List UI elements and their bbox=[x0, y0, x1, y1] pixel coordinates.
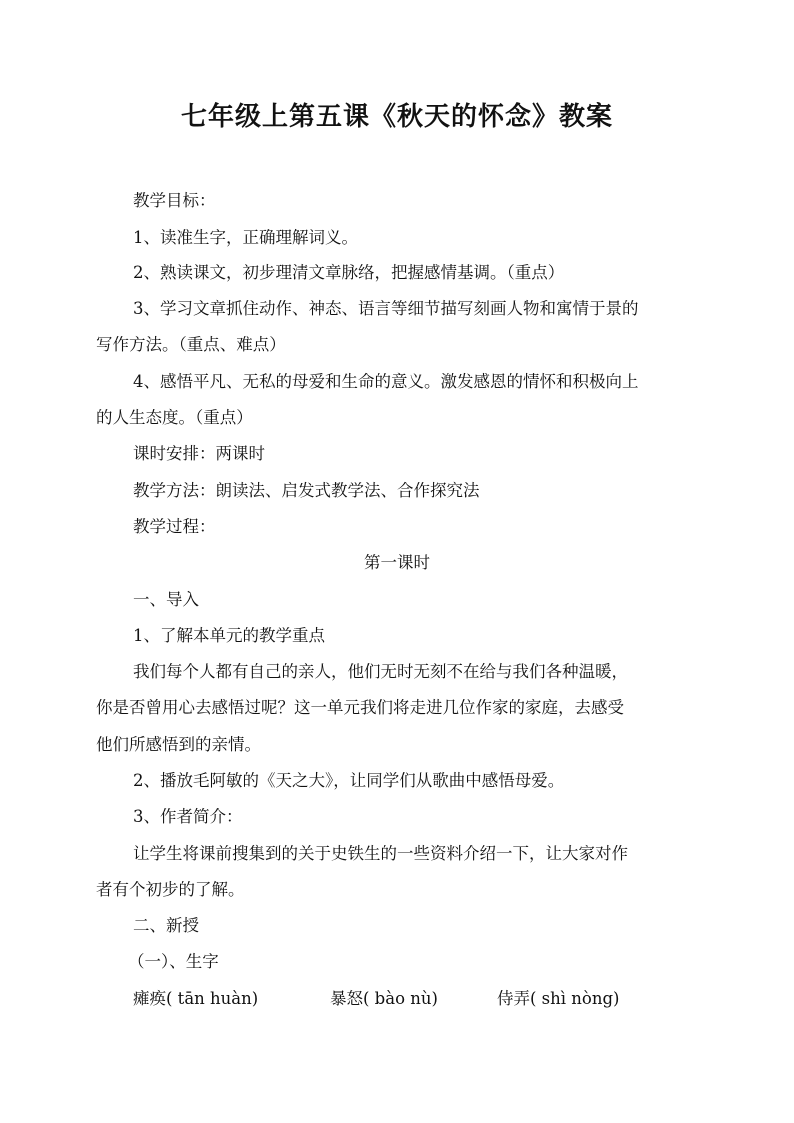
paragraph-1-line-1: 我们每个人都有自己的亲人，他们无时无刻不在给与我们各种温暖， bbox=[133, 662, 628, 681]
item-3: 3、作者简介： bbox=[133, 807, 243, 826]
vocab-item-1: 瘫痪( tān huàn) bbox=[133, 989, 259, 1008]
document-title: 七年级上第五课《秋天的怀念》教案 bbox=[180, 102, 613, 132]
objective-3-line-1: 3、学习文章抓住动作、神态、语言等细节描写刻画人物和寓情于景的 bbox=[133, 299, 639, 318]
paragraph-2-line-2: 者有个初步的了解。 bbox=[96, 880, 245, 899]
subsection-1-heading: （一）、生字 bbox=[128, 952, 219, 971]
item-2: 2、播放毛阿敏的《天之大》，让同学们从歌曲中感悟母爱。 bbox=[133, 771, 565, 790]
objectives-heading: 教学目标： bbox=[133, 191, 216, 210]
section-1-heading: 一、导入 bbox=[133, 590, 199, 609]
vocab-item-3: 侍弄( shì nòng) bbox=[497, 989, 620, 1008]
vocab-line bbox=[133, 988, 702, 1010]
objective-2: 2、熟读课文，初步理清文章脉络，把握感情基调。（重点） bbox=[133, 263, 565, 282]
paragraph-2-line-1: 让学生将课前搜集到的关于史铁生的一些资料介绍一下，让大家对作 bbox=[133, 844, 628, 863]
schedule-line: 课时安排：两课时 bbox=[133, 444, 265, 463]
process-heading: 教学过程： bbox=[133, 517, 216, 536]
objective-1: 1、读准生字，正确理解词义。 bbox=[133, 228, 358, 247]
item-1: 1、了解本单元的教学重点 bbox=[133, 626, 325, 645]
paragraph-1-line-2: 你是否曾用心去感悟过呢？这一单元我们将走进几位作家的家庭，去感受 bbox=[96, 698, 624, 717]
objective-4-line-2: 的人生态度。（重点） bbox=[96, 408, 253, 427]
objective-3-line-2: 写作方法。（重点、难点） bbox=[96, 335, 286, 354]
vocab-item-2: 暴怒( bào nù) bbox=[330, 989, 438, 1008]
section-2-heading: 二、新授 bbox=[133, 916, 199, 935]
paragraph-1-line-3: 他们所感悟到的亲情。 bbox=[96, 735, 261, 754]
objective-4-line-1: 4、感悟平凡、无私的母爱和生命的意义。激发感恩的情怀和积极向上 bbox=[133, 372, 639, 391]
lesson-1-heading: 第一课时 bbox=[364, 553, 430, 572]
methods-line: 教学方法：朗读法、启发式教学法、合作探究法 bbox=[133, 481, 480, 500]
